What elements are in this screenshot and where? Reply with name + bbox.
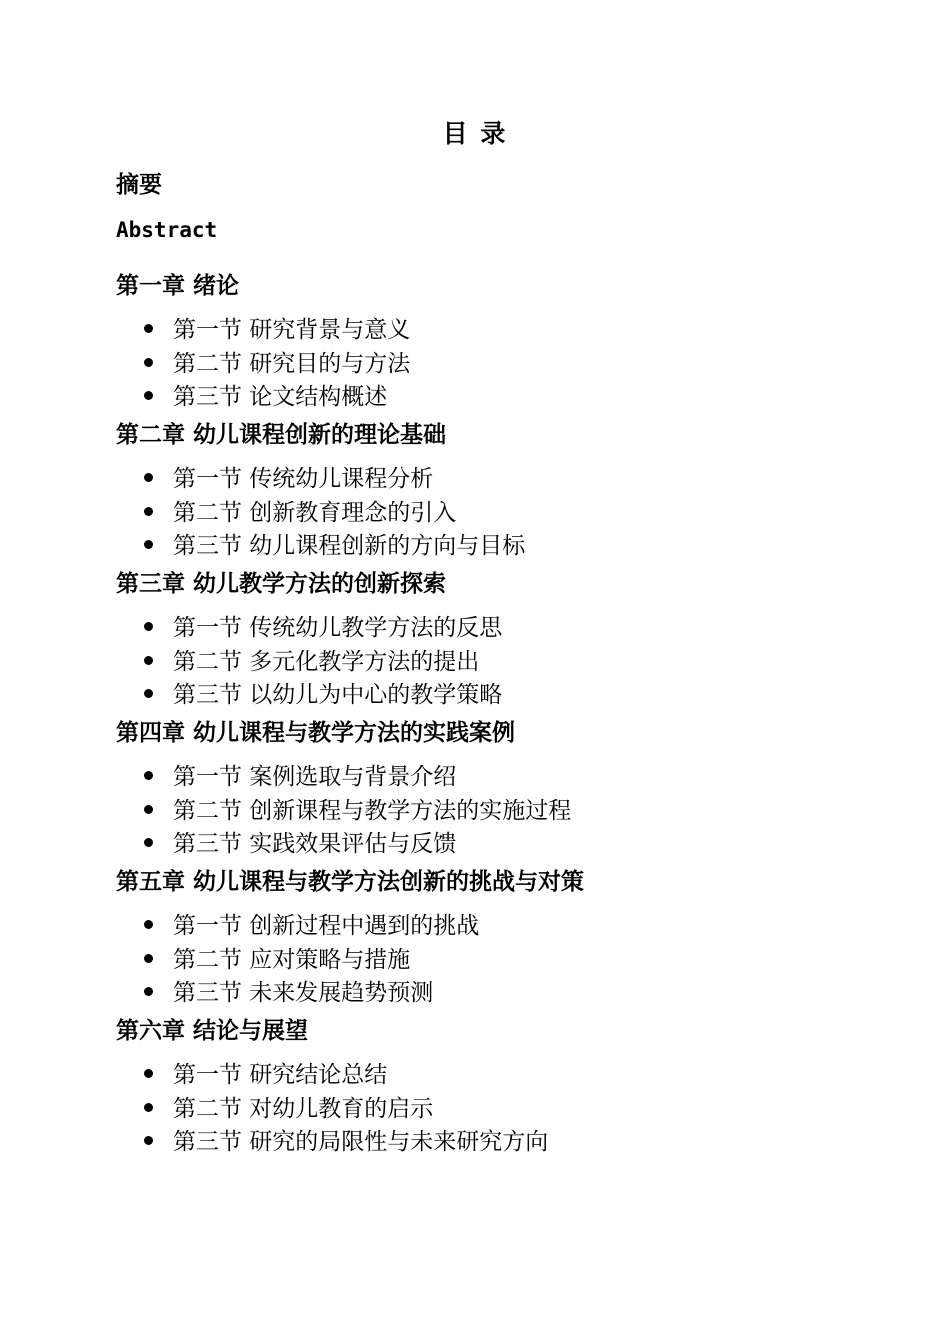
section-item[interactable]	[144, 762, 456, 792]
section-item[interactable]	[144, 978, 433, 1008]
bullet-icon	[144, 324, 153, 333]
chapter-heading[interactable]: 第三章 幼儿教学方法的创新探索	[116, 571, 447, 597]
bullet-icon	[144, 1069, 153, 1078]
section-item[interactable]	[144, 613, 502, 643]
section-item[interactable]	[144, 829, 456, 859]
section-item[interactable]	[144, 945, 410, 975]
section-item[interactable]	[144, 1060, 387, 1090]
section-label: 第一节 传统幼儿教学方法的反思	[173, 615, 503, 641]
bullet-icon	[144, 1103, 153, 1112]
section-label: 第二节 多元化教学方法的提出	[173, 649, 480, 675]
section-label: 第一节 案例选取与背景介绍	[173, 764, 457, 790]
section-label: 第三节 研究的局限性与未来研究方向	[173, 1129, 549, 1155]
chapter-heading[interactable]: 第六章 结论与展望	[116, 1018, 309, 1044]
section-item[interactable]	[144, 498, 456, 528]
bullet-icon	[144, 954, 153, 963]
chapter-heading[interactable]: 第四章 幼儿课程与教学方法的实践案例	[116, 720, 516, 746]
bullet-icon	[144, 358, 153, 367]
section-item[interactable]	[144, 349, 410, 379]
bullet-icon	[144, 689, 153, 698]
section-label: 第二节 对幼儿教育的启示	[173, 1096, 434, 1122]
section-label: 第三节 未来发展趋势预测	[173, 980, 434, 1006]
bullet-icon	[144, 805, 153, 814]
section-item[interactable]	[144, 315, 410, 345]
bullet-icon	[144, 473, 153, 482]
section-item[interactable]	[144, 680, 502, 710]
section-item[interactable]	[144, 464, 433, 494]
section-item[interactable]	[144, 1127, 548, 1157]
toc-entry-abstract-cn[interactable]: 摘要	[116, 172, 162, 198]
section-label: 第一节 研究背景与意义	[173, 317, 411, 343]
bullet-icon	[144, 1136, 153, 1145]
section-label: 第三节 实践效果评估与反馈	[173, 831, 457, 857]
section-label: 第二节 创新课程与教学方法的实施过程	[173, 798, 572, 824]
bullet-icon	[144, 540, 153, 549]
section-label: 第二节 应对策略与措施	[173, 947, 411, 973]
section-item[interactable]	[144, 1094, 433, 1124]
section-item[interactable]	[144, 647, 479, 677]
section-label: 第一节 创新过程中遇到的挑战	[173, 913, 480, 939]
bullet-icon	[144, 391, 153, 400]
bullet-icon	[144, 838, 153, 847]
bullet-icon	[144, 920, 153, 929]
bullet-icon	[144, 656, 153, 665]
section-label: 第一节 研究结论总结	[173, 1062, 388, 1088]
chapter-heading[interactable]: 第二章 幼儿课程创新的理论基础	[116, 422, 447, 448]
section-item[interactable]	[144, 911, 479, 941]
section-label: 第三节 幼儿课程创新的方向与目标	[173, 533, 526, 559]
section-label: 第三节 论文结构概述	[173, 384, 388, 410]
section-label: 第二节 创新教育理念的引入	[173, 500, 457, 526]
bullet-icon	[144, 507, 153, 516]
bullet-icon	[144, 987, 153, 996]
toc-title: 目 录	[442, 119, 508, 148]
chapter-heading[interactable]: 第五章 幼儿课程与教学方法创新的挑战与对策	[116, 869, 585, 895]
bullet-icon	[144, 622, 153, 631]
chapter-heading[interactable]: 第一章 绪论	[116, 273, 240, 299]
section-label: 第二节 研究目的与方法	[173, 351, 411, 377]
section-label: 第一节 传统幼儿课程分析	[173, 466, 434, 492]
section-item[interactable]	[144, 796, 571, 826]
section-label: 第三节 以幼儿为中心的教学策略	[173, 682, 503, 708]
section-item[interactable]	[144, 382, 387, 412]
bullet-icon	[144, 771, 153, 780]
section-item[interactable]	[144, 531, 525, 561]
toc-entry-abstract-en[interactable]: Abstract	[116, 218, 218, 242]
